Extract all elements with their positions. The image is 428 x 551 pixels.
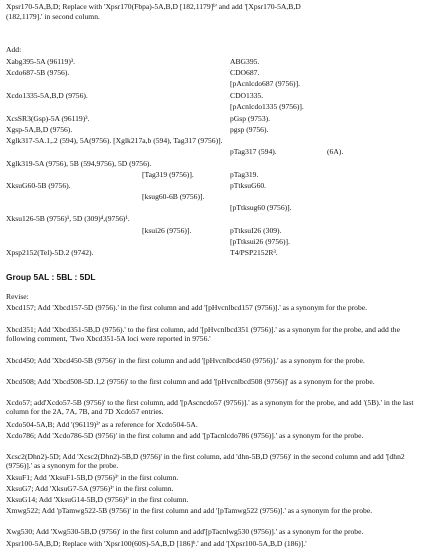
add-row-9-col3: (6A). [327,147,344,156]
add-row-1-col2: ABG395. [230,57,260,66]
add-row-4-col2: CDO1335. [230,91,264,100]
add-row-6-col1: XcsSR3(Gsp)-5A (96119)³. [6,114,90,123]
add-row-18-col1: Xpsp2152(Tel)-5D.2 (9742). [6,248,94,257]
add-row-2-col1: Xcdo687-5B (9756). [6,68,70,77]
add-row-2-col2: CDO687. [230,68,260,77]
add-row-12-col1: XksuG60-5B (9756). [6,181,71,190]
add-row-10-col1: Xglk319-5A (9756), 5B (594,9756), 5D (9756). [6,159,152,168]
add-row-8-col1: Xglk317-5A.1,.2 (594), 5A(9756). [Xglk217a,b (594), Tag317 (9756)]. [6,136,223,145]
revise-item: Xbcd351; Add 'Xbcd351-5B,D (9756).' to the first column, add '[pHvcnlbcd351 (9756)].' as a synonym for the probe, and add the following comment, 'Two Xbcd351-5A loci were reported in 9756.' [6,325,400,344]
add-row-4-col1: Xcdo1335-5A,B,D (9756). [6,91,88,100]
intro-line-1: Xpsr170-5A,B,D; Replace with 'Xpsr170(Fbpa)-5A,B,D [182,1179]ᵇ' and add '[Xpsr170-5A,B,D [6,2,301,11]
add-row-3-col2: [pAcnlcdo687 (9756)]. [230,79,301,88]
revise-label: Revise: [6,292,29,301]
revise-item: Xwg530; Add 'Xwg530-5B,D (9756)' in the first column and add'[pTacnlwg530 (9756)].' as a synonym for the probe. [6,527,364,536]
add-row-16-col1: [ksui26 (9756)]. [142,226,192,235]
revise-item: Xcsc2(Dhn2)-5D; Add 'Xcsc2(Dhn2)-5B,D (9756)' in the first column, add 'dhn-5B,D (9756)' in the second column and add '[dhn2 (9756)].' as a synonym for the probe. [6,452,405,471]
add-row-12-col2: pTtksuG60. [230,181,267,190]
revise-item: Xbcd450; Add 'Xbcd450-5B (9756)' in the first column and add '[pHvcnlbcd450 (9756)].' as a synonym for the probe. [6,356,365,365]
revise-item: Xcdo504-5A,B; Add '(96119)³' as a reference for Xcdo504-5A. [6,420,198,429]
revise-item: XksuG14; Add 'XksuG14-5B,D (9756)¹' in the first column. [6,495,189,504]
add-row-1-col1: Xabg395-5A (96119)³. [6,57,76,66]
add-row-7-col1: Xgsp-5A,B,D (9756). [6,125,73,134]
add-row-7-col2: pgsp (9756). [230,125,269,134]
revise-item: Xpsr100-5A,B,D; Replace with 'Xpsr100(60S)-5A,B,D [186]ᵇ.' and add '[Xpsr100-5A,B,D (186)].' [6,539,307,548]
intro-line-2: (182,1179].' in second column. [6,12,100,21]
revise-item: XksuF1; Add 'XksuF1-5B,D (9756)¹' in the first column. [6,473,179,482]
revise-item: XksuG7; Add 'XksuG7-5A (9756)¹' in the first column. [6,484,174,493]
revise-item: Xbcd157; Add 'Xbcd157-5D (9756).' in the first column and add '[pHvcnlbcd157 (9756)].' as a synonym for the probe. [6,303,368,312]
add-row-14-col2: [pTtksug60 (9756)]. [230,203,292,212]
add-row-9-col2: pTag317 (594). [230,147,277,156]
add-row-11-col2: pTag319. [230,170,259,179]
add-row-17-col2: [pTtksui26 (9756)]. [230,237,290,246]
add-row-16-col2: pTtksuI26 (309). [230,226,282,235]
add-row-18-col2: T4/PSP2152R³. [230,248,278,257]
revise-item: Xcdo57; add'Xcdo57-5B (9756)' to the first column, add '[pAscncdo57 (9756)].' as a synonym for the probe, and add '(5B).' in the last column for the 2A, 7A, 7B, and 7D Xcdo57 entries. [6,398,414,417]
add-row-11-col1: [Tag319 (9756)]. [142,170,194,179]
add-row-6-col2: pGsp (9753). [230,114,271,123]
revise-item: Xmwg522; Add 'pTamwg522-5B (9756)' in the first column and add '[pTamwg522 (9756)].' as a synonym for the probe. [6,506,373,515]
add-label: Add: [6,45,22,54]
add-row-5-col2: [pAcnlcdo1335 (9756)]. [230,102,304,111]
group-heading: Group 5AL : 5BL : 5DL [6,272,96,282]
revise-item: Xcdo786; Add 'Xcdo786-5D (9756)' in the first column and add '[pTacnlcdo786 (9756)].' as a synonym for the probe. [6,431,364,440]
add-row-13-col1: [ksug60-6B (9756)]. [142,192,205,201]
revise-item: Xbcd508; Add 'Xbcd508-5D.1,2 (9756)' to the first column and add '[pHvcnlbcd508 (9756)]' as a synonym for the probe. [6,377,375,386]
add-row-15-col1: Xksu126-5B (9756)¹, 5D (309)⁴,(9756)¹. [6,214,130,223]
